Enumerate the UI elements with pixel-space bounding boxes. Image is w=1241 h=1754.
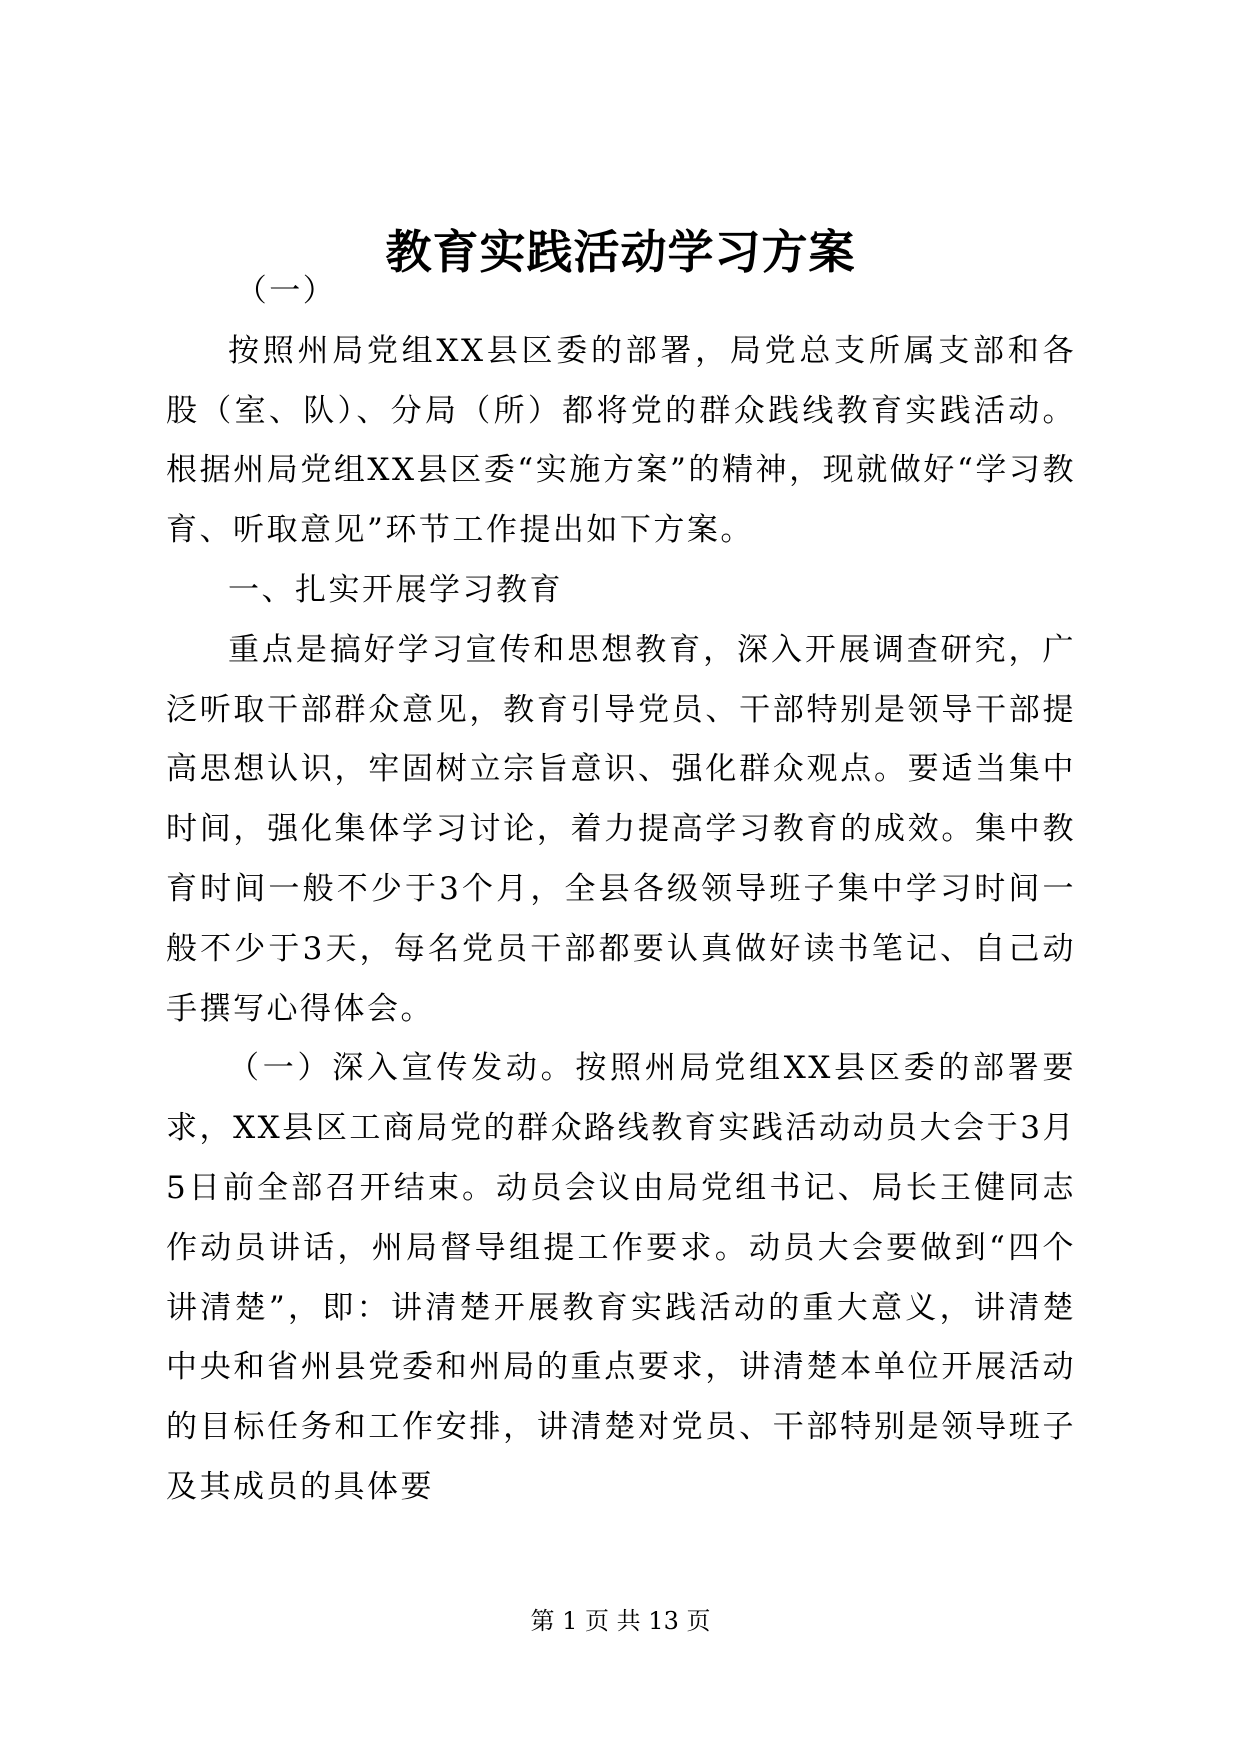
page-number: 第 1 页 共 13 页 xyxy=(530,1607,711,1635)
page-footer xyxy=(0,1606,1241,1636)
document-title: 教育实践活动学习方案 xyxy=(385,225,856,279)
section-label: （一） xyxy=(235,273,337,309)
paragraph-study-focus: 重点是搞好学习宣传和思想教育，深入开展调查研究，广泛听取干部群众意见，教育引导党员、干部特别是领导干部提高思想认识，牢固树立宗旨意识、强化群众观点。要适当集中时间，强化集体学习讨论，着力提高学习教育的成效。集中教育时间一般不少于3个月，全县各级领导班子集中学习时间一般不少于3天，每名党员干部都要认真做好读书笔记、自己动手撰写心得体会。 xyxy=(166,631,1076,1027)
document-body xyxy=(166,262,1076,1518)
paragraph-publicity: （一）深入宣传发动。按照州局党组XX县区委的部署要求，XX县区工商局党的群众路线教育实践活动动员大会于3月5日前全部召开结束。动员会议由局党组书记、局长王健同志作动员讲话，州局督导组提工作要求。动员大会要做到“四个讲清楚”，即：讲清楚开展教育实践活动的重大意义，讲清楚中央和省州县党委和州局的重点要求，讲清楚本单位开展活动的目标任务和工作安排，讲清楚对党员、干部特别是领导班子及其成员的具体要 xyxy=(166,1050,1076,1505)
section-heading: 一、扎实开展学习教育 xyxy=(228,571,563,608)
paragraph-intro: 按照州局党组XX县区委的部署，局党总支所属支部和各股（室、队）、分局（所）都将党的群众践线教育实践活动。根据州局党组XX县区委“实施方案”的精神，现就做好“学习教育、听取意见”环节工作提出如下方案。 xyxy=(166,332,1076,549)
